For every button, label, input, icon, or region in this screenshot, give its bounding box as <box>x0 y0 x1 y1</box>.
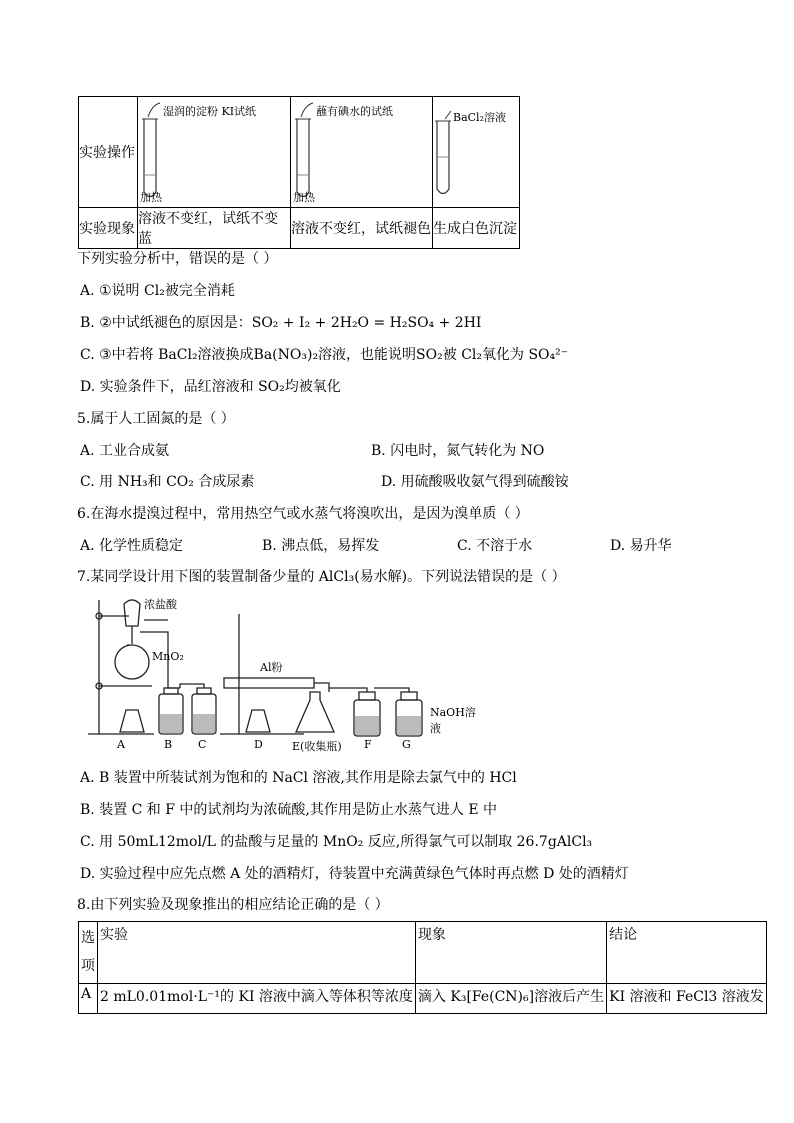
header-text: 现象 <box>417 927 446 943</box>
apparatus-drawing <box>84 592 484 752</box>
tube-label-3: BaCl₂溶液 <box>453 111 506 124</box>
q7-option-d: D. 实验过程中应先点燃 A 处的酒精灯，待装置中充满黄绿色气体时再点燃 D 处的酒精灯 <box>80 866 629 882</box>
label-mno2: MnO₂ <box>152 650 184 663</box>
result-text: 溶液不变红，试纸褪色 <box>291 221 431 237</box>
result-text: 生成白色沉淀 <box>433 221 517 237</box>
cell-text: A <box>81 986 92 1002</box>
q5-option-b: B. 闪电时，氮气转化为 NO <box>371 443 545 459</box>
header-text: 项 <box>81 958 95 974</box>
row-a-phenomenon <box>415 984 606 1014</box>
row-label-result <box>79 208 138 249</box>
q6-option-b: B. 沸点低，易挥发 <box>262 538 380 554</box>
row-label-text: 实验现象 <box>79 221 135 237</box>
cell-text: 滴入 K₃[Fe(CN)₆]溶液后产生 <box>417 989 605 1005</box>
label-e: E(收集瓶) <box>292 740 342 753</box>
label-a: A <box>117 738 125 751</box>
row-label-operation <box>79 97 138 208</box>
q4-option-c: C. ③中若将 BaCl₂溶液换成Ba(NO₃)₂溶液，也能说明SO₂被 Cl₂氧化为 SO₄²⁻ <box>80 347 569 363</box>
experiment-table <box>78 96 520 249</box>
q6-option-a: A. 化学性质稳定 <box>80 538 184 554</box>
label-al-powder: Al粉 <box>260 661 283 674</box>
header-text: 选 <box>81 930 95 946</box>
result-text: 溶液不变红，试纸不变蓝 <box>138 211 278 247</box>
row-option-a <box>79 984 98 1014</box>
q7-option-a: A. B 装置中所装试剂为饱和的 NaCl 溶液,其作用是除去氯气中的 HCl <box>80 770 517 786</box>
label-f: F <box>364 738 372 751</box>
result-cell-3 <box>433 208 520 249</box>
apparatus-diagram <box>84 592 484 752</box>
row-a-conclusion <box>607 984 767 1014</box>
question-5-stem: 5.属于人工固氮的是（ ） <box>77 411 235 427</box>
tube-cell-3 <box>433 97 520 208</box>
heat-label-1: 加热 <box>140 191 162 204</box>
q5-option-c: C. 用 NH₃和 CO₂ 合成尿素 <box>80 474 255 490</box>
q4-option-a: A. ①说明 Cl₂被完全消耗 <box>80 283 235 299</box>
header-experiment <box>98 922 416 984</box>
row-label-text: 实验操作 <box>79 145 135 161</box>
tube-cell-2 <box>291 97 433 208</box>
cell-text: KI 溶液和 FeCl3 溶液发 <box>609 989 764 1005</box>
tube-label-1: 湿润的淀粉 KI试纸 <box>163 105 257 118</box>
q5-option-d: D. 用硫酸吸收氨气得到硫酸铵 <box>381 474 569 490</box>
header-phenomenon <box>415 922 606 984</box>
row-a-experiment <box>98 984 416 1014</box>
label-d: D <box>254 738 263 751</box>
label-conc-hcl: 浓盐酸 <box>144 598 177 611</box>
q5-option-a: A. 工业合成氨 <box>80 443 170 459</box>
q4-option-b: B. ②中试纸褪色的原因是：SO₂ + I₂ + 2H₂O = H₂SO₄ + 2HI <box>80 315 482 331</box>
cell-text: 2 mL0.01mol·L⁻¹的 KI 溶液中滴入等体积等浓度 <box>100 989 413 1005</box>
tube-label-2: 蘸有碘水的试纸 <box>316 105 393 118</box>
label-g: G <box>402 738 411 751</box>
label-b: B <box>164 738 173 751</box>
header-conclusion <box>607 922 767 984</box>
header-text: 实验 <box>100 927 128 943</box>
q4-option-d: D. 实验条件下，品红溶液和 SO₂均被氧化 <box>80 379 341 395</box>
heat-label-2: 加热 <box>293 191 315 204</box>
q6-option-d: D. 易升华 <box>610 538 672 554</box>
label-c: C <box>198 738 207 751</box>
label-naoh: NaOH溶液 <box>430 706 476 735</box>
question-6-stem: 6.在海水提溴过程中，常用热空气或水蒸气将溴吹出，是因为溴单质（ ） <box>77 506 529 522</box>
tube-cell-1 <box>138 97 291 208</box>
header-option <box>79 922 98 984</box>
result-cell-1 <box>138 208 291 249</box>
header-text: 结论 <box>609 927 638 943</box>
result-cell-2 <box>291 208 433 249</box>
results-table <box>78 921 767 1014</box>
q6-option-c: C. 不溶于水 <box>457 538 533 554</box>
q7-option-c: C. 用 50mL12mol/L 的盐酸与足量的 MnO₂ 反应,所得氯气可以制取 26.7gAlCl₃ <box>80 834 593 850</box>
q7-option-b: B. 装置 C 和 F 中的试剂均为浓硫酸,其作用是防止水蒸气进人 E 中 <box>80 802 497 818</box>
question-8-stem: 8.由下列实验及现象推出的相应结论正确的是（ ） <box>77 897 389 913</box>
question-7-stem: 7.某同学设计用下图的装置制备少量的 AlCl₃(易水解)。下列说法错误的是（ ） <box>77 569 566 585</box>
question-4-stem: 下列实验分析中，错误的是（ ） <box>77 251 278 267</box>
